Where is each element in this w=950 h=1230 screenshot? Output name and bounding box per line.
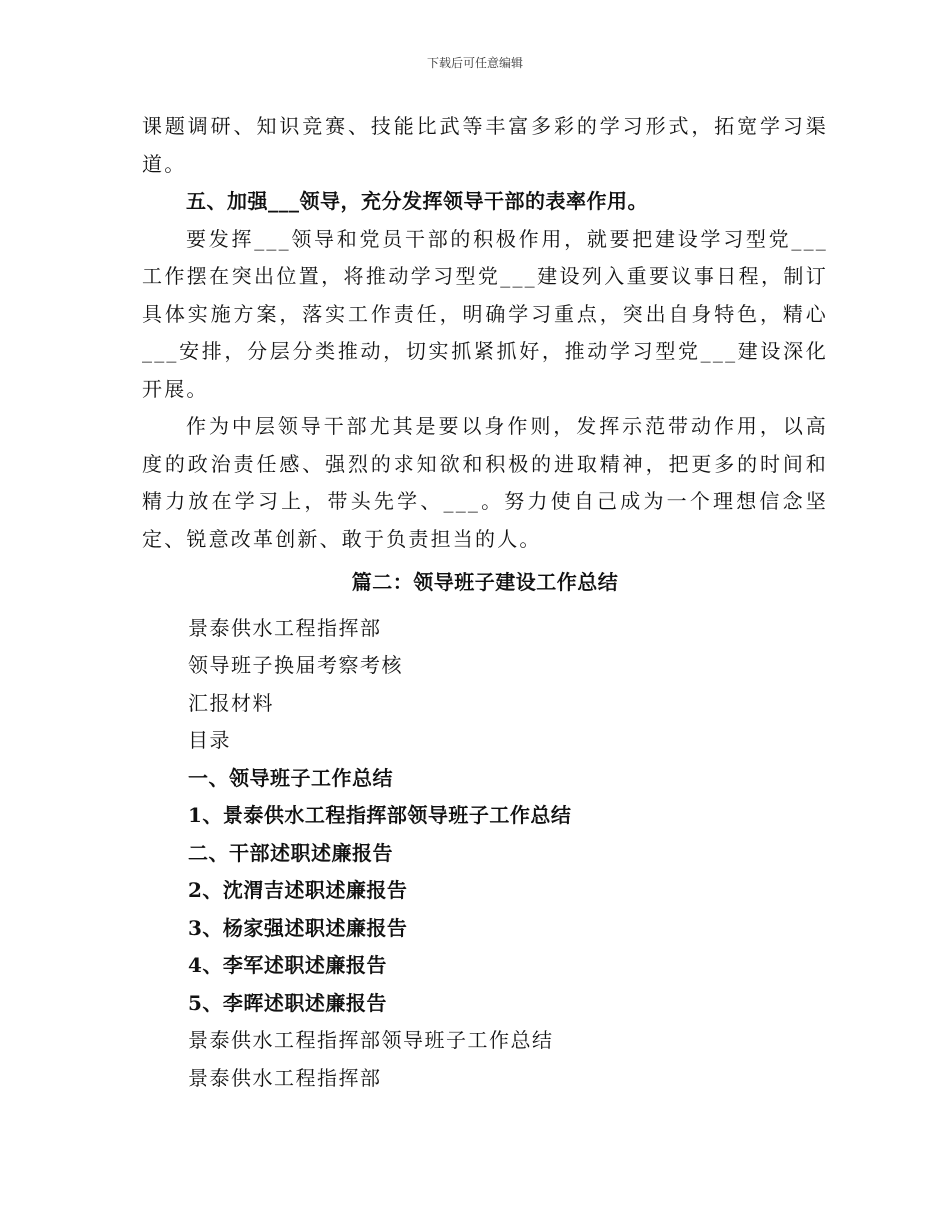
toc-line: 4、李军述职述廉报告 — [188, 953, 387, 977]
paragraph-continuation: 课题调研、知识竞赛、技能比武等丰富多彩的学习形式，拓宽学习渠道。 — [142, 114, 828, 176]
toc-line: 景泰供水工程指挥部领导班子工作总结 — [188, 1028, 554, 1052]
toc-line: 2、沈渭吉述职述廉报告 — [188, 878, 408, 902]
page-header: 下载后可任意编辑 — [426, 56, 523, 70]
toc-line: 景泰供水工程指挥部 — [188, 615, 382, 640]
section-title: 篇二：领导班子建设工作总结 — [351, 570, 619, 594]
toc-line: 汇报材料 — [188, 690, 274, 715]
heading-five: 五、加强___领导，充分发挥领导干部的表率作用。 — [186, 189, 648, 213]
paragraph-leadership: 要发挥___领导和党员干部的积极作用，就要把建设学习型党___工作摆在突出位置，将推动学习型党___建设列入重要议事日程，制订具体实施方案，落实工作责任，明确学习重点，突出自身特色，精心___安排，分层分类推动，切实抓紧抓好，推动学习型党___建设深化开展。 — [142, 226, 828, 401]
toc-line: 领导班子换届考察考核 — [188, 653, 403, 677]
toc-line: 二、干部述职述廉报告 — [188, 840, 393, 865]
toc-line: 一、领导班子工作总结 — [188, 765, 393, 790]
toc-line: 3、杨家强述职述廉报告 — [188, 915, 408, 940]
toc-line: 目录 — [188, 728, 231, 752]
toc-list — [142, 610, 828, 1098]
paragraph-middle-cadres: 作为中层领导干部尤其是要以身作则，发挥示范带动作用，以高度的政治责任感、强烈的求知欲和积极的进取精神，把更多的时间和精力放在学习上，带头先学、___。努力使自己成为一个理想信念坚定、锐意改革创新、敢于负责担当的人。 — [142, 414, 828, 551]
toc-line: 5、李晖述职述廉报告 — [188, 990, 387, 1015]
document-body — [142, 108, 828, 1097]
toc-line: 1、景泰供水工程指挥部领导班子工作总结 — [188, 803, 572, 827]
toc-line: 景泰供水工程指挥部 — [188, 1065, 382, 1090]
